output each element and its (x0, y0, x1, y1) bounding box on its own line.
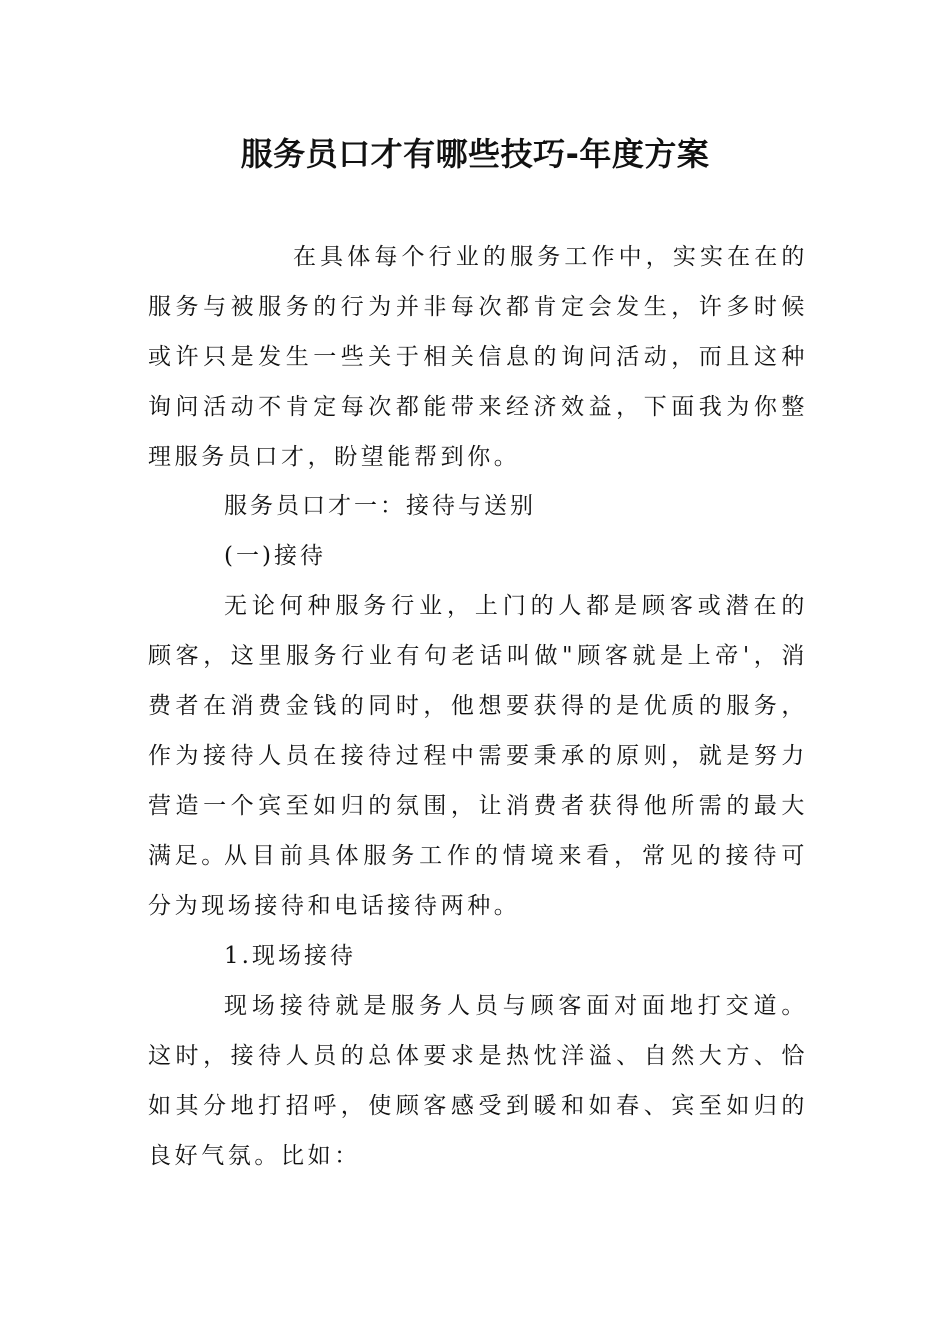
intro-paragraph: 在具体每个行业的服务工作中，实实在在的服务与被服务的行为并非每次都肯定会发生，许多时候或许只是发生一些关于相关信息的询问活动，而且这种询问活动不肯定每次都能带来经济效益，下面我为你整理服务员口才，盼望能帮到你。 (148, 244, 808, 470)
reception-types-paragraph: 从目前具体服务工作的情境来看，常见的接待可分为现场接待和电话接待两种。 (148, 843, 808, 919)
numbered-heading: 1.现场接待 (224, 943, 356, 969)
onsite-reception-paragraph: 现场接待就是服务人员与顾客面对面地打交道。这时，接待人员的总体要求是热忱洋溢、自然大方、恰如其分地打招呼，使顾客感受到暖和如春、宾至如归的良好气氛。比如： (148, 993, 808, 1169)
document-title: 服务员口才有哪些技巧-年度方案 (240, 135, 710, 173)
reception-paragraph: 无论何种服务行业，上门的人都是顾客或潜在的顾客，这里服务行业有句老话叫做"顾客就是上帝'，消费者在消费金钱的同时，他想要获得的是优质的服务，作为接待人员在接待过程中需要秉承的原则，就是努力营造一个宾至如归的氛围，让消费者获得他所需的最大满足。 (148, 593, 808, 869)
subsection-heading: (一)接待 (224, 543, 326, 569)
section-heading: 服务员口才一：接待与送别 (224, 493, 536, 519)
